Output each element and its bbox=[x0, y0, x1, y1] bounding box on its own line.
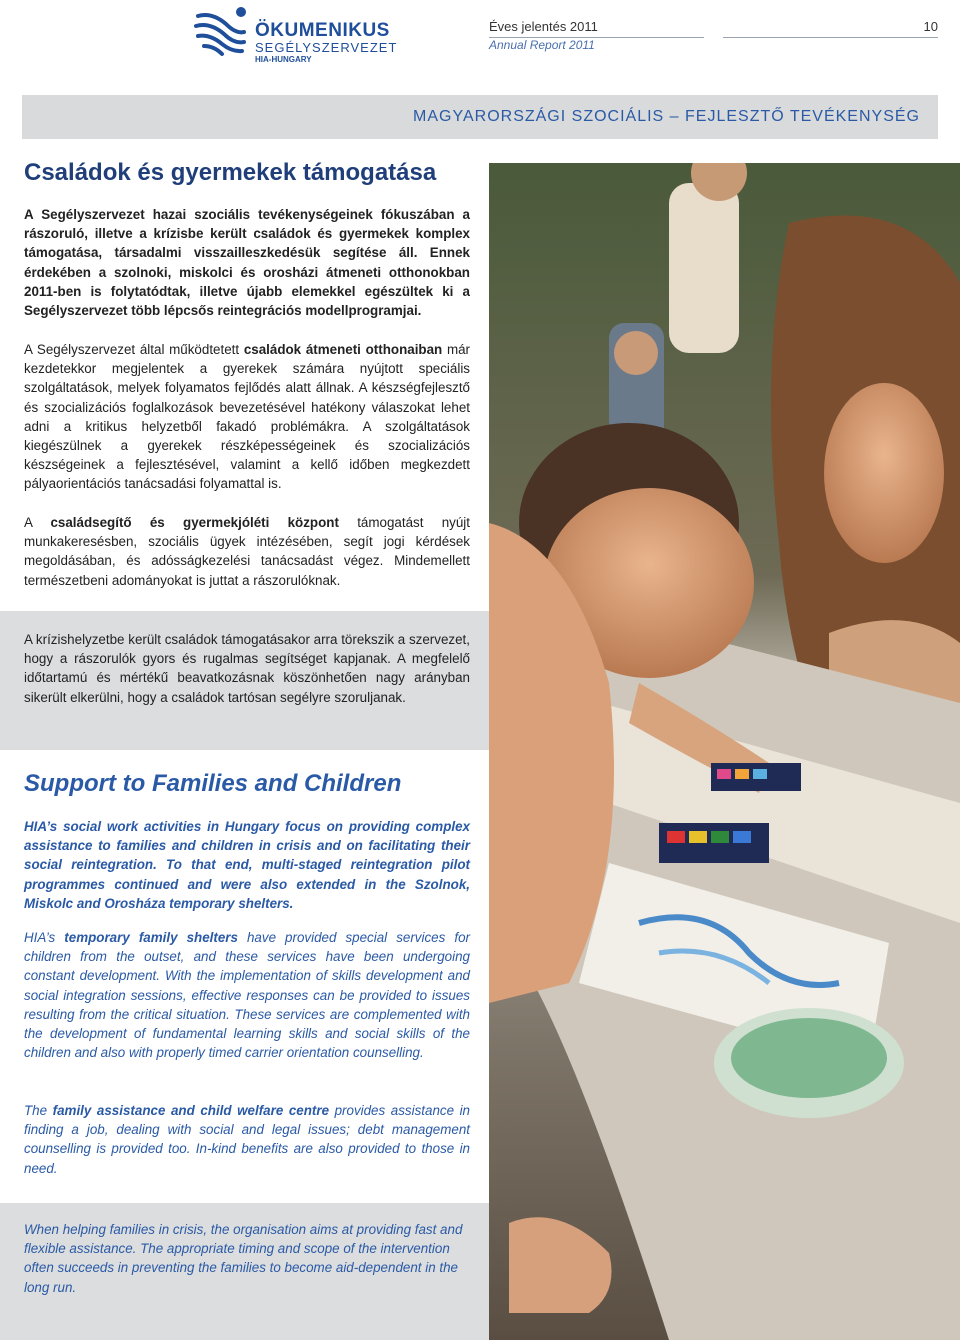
logo-subtitle: SEGÉLYSZERVEZET bbox=[255, 40, 398, 55]
logo bbox=[192, 2, 398, 64]
hu-p3-emphasis: családsegítő és gyermekjóléti központ bbox=[50, 515, 339, 530]
en-p2-text-2: have provided special services for children from the outset, and these services have been undergoing constant development. With the implementation of skills development and social integration sessions, effective responses can be provided to issues resulting from the critical situation. These services are complemented with the development of fundamental learning skills and social skills of the children and also with properly timed carrier orientation counselling. bbox=[24, 930, 470, 1061]
en-paragraph-welfare bbox=[24, 1101, 470, 1178]
en-p3-emphasis: family assistance and child welfare centre bbox=[52, 1103, 330, 1118]
hu-p2-text-1: A Segélyszervezet által működtetett bbox=[24, 342, 244, 357]
en-paragraph-shelters bbox=[24, 928, 470, 1062]
en-p2-text-1: HIA’s bbox=[24, 930, 65, 945]
hu-heading: Családok és gyermekek támogatása bbox=[24, 159, 437, 186]
hu-paragraph-welfare bbox=[24, 513, 470, 590]
hu-p3-text-1: A bbox=[24, 515, 51, 530]
logo-name: ÖKUMENIKUS bbox=[255, 20, 390, 41]
section-title: MAGYARORSZÁGI SZOCIÁLIS – FEJLESZTŐ TEVÉKENYSÉG bbox=[413, 108, 920, 125]
en-p2-emphasis: temporary family shelters bbox=[64, 930, 238, 945]
en-highlight-text: When helping families in crisis, the organisation aims at providing fast and flexible assistance. The appropriate timing and scope of the intervention often succeeds in preventing the families to become aid-dependent in the long run. bbox=[24, 1222, 463, 1295]
hu-paragraph-shelters bbox=[24, 340, 470, 494]
children-painting-photo bbox=[489, 163, 960, 1340]
hu-p2-text-2: már kezdetekkor megjelentek a gyerekek számára nyújtott speciális szolgáltatások, melyek folyamatos fejlődés alatt állnak. A készségfejlesztő és szocializációs foglalkozások bevezetésével hatékony válaszokat lehet adni a kritikus helyzetből fakadó problémákra. A szolgáltatások kiegészülnek a gyerekek részképességeinek és szocializációs készségeinek a fejlesztésével, valamint a kellő időben megkezdett pályaorientációs tanácsadási folyamattal is. bbox=[24, 342, 471, 492]
en-p3-text-1: The bbox=[24, 1103, 53, 1118]
report-title-hu: Éves jelentés 2011 bbox=[489, 19, 598, 34]
hu-p3-text-2: támogatást nyújt munkakeresésben, szociális ügyek intézésében, segít jogi kérdések megoldásában, és adósságkezelési tanácsadást végez. Mindemellett természetbeni adományokat is juttat a rászorulóknak. bbox=[24, 515, 470, 588]
en-heading: Support to Families and Children bbox=[24, 770, 402, 797]
logo-tagline: HIA-HUNGARY bbox=[255, 55, 312, 64]
hu-p2-emphasis: családok átmeneti otthonaiban bbox=[243, 342, 443, 357]
logo-swirl-icon bbox=[192, 2, 252, 64]
page-number: 10 bbox=[923, 19, 938, 34]
en-p3-text-2: provides assistance in finding a job, dealing with social and legal issues; debt management counselling is provided too. In-kind benefits are also provided to those in need. bbox=[24, 1103, 471, 1176]
report-title-en: Annual Report 2011 bbox=[489, 38, 595, 52]
en-lead-paragraph: HIA’s social work activities in Hungary focus on providing complex assistance to families and children in crisis and on facilitating their social reintegration. To that end, multi-staged reintegration pilot programmes continued and were also extended in the Szolnok, Miskolc and Orosháza temporary shelters. bbox=[24, 819, 470, 911]
hu-lead-paragraph: A Segélyszervezet hazai szociális tevékenységeinek fókuszában a rászoruló, illetve a krízisbe került családok és gyermekek komplex támogatása, társadalmi visszailleszkedésük segítése áll. Ennek érdekében a szolnoki, miskolci és orosházi átmeneti otthonokban 2011-ben is folytatódtak, illetve újabb elemekkel egészültek ki a Segélyszervezet több lépcsős reintegrációs modellprogramjai. bbox=[24, 207, 470, 319]
header-divider-right bbox=[723, 37, 938, 38]
section-band bbox=[22, 95, 938, 139]
hu-highlight-text: A krízishelyzetbe került családok támogatásakor arra törekszik a szervezet, hogy a rászorulók gyors és rugalmas segítséget kapjanak. A megfelelő időtartamú és mértékű beavatkozásnak köszönhetően nagy arányban sikerült elkerülni, hogy a családok tartósan segélyre szoruljanak. bbox=[24, 632, 470, 705]
